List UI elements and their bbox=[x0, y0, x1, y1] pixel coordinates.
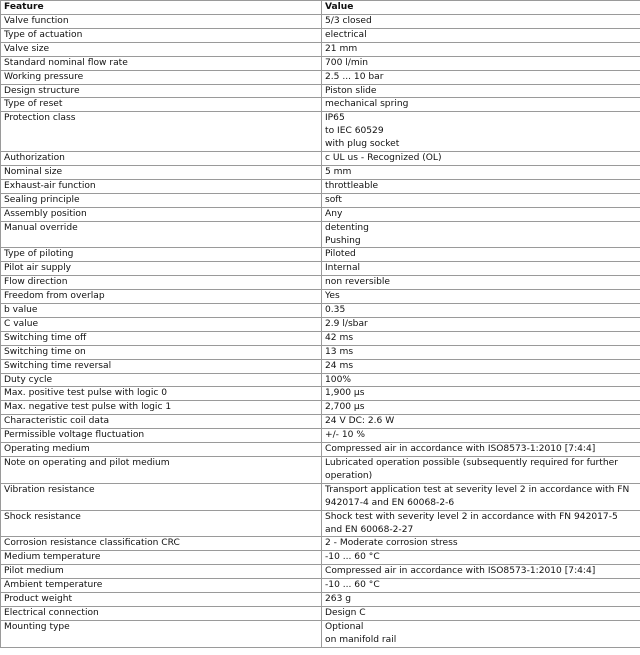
value-line: Lubricated operation possible (subsequently required for further operation) bbox=[325, 458, 618, 481]
table-row bbox=[1, 510, 640, 537]
value-line: non reversible bbox=[325, 277, 390, 288]
value-line: Piloted bbox=[325, 249, 356, 260]
table-row bbox=[1, 290, 640, 304]
value-cell bbox=[322, 84, 640, 98]
table-row bbox=[1, 84, 640, 98]
table-row bbox=[1, 359, 640, 373]
value-line: 2.5 ... 10 bar bbox=[325, 71, 384, 82]
feature-cell: Design structure bbox=[1, 84, 322, 98]
value-line: Yes bbox=[325, 291, 340, 302]
value-line: 263 g bbox=[325, 594, 352, 605]
table-row bbox=[1, 70, 640, 84]
table-row bbox=[1, 345, 640, 359]
value-line: 24 ms bbox=[325, 360, 354, 371]
feature-cell: Authorization bbox=[1, 152, 322, 166]
table-row bbox=[1, 248, 640, 262]
feature-cell: Max. positive test pulse with logic 0 bbox=[1, 387, 322, 401]
value-cell bbox=[322, 579, 640, 593]
value-line: Internal bbox=[325, 263, 361, 274]
value-line: Compressed air in accordance with ISO8573-1:2010 [7:4:4] bbox=[325, 444, 596, 455]
table-row bbox=[1, 415, 640, 429]
value-line: 42 ms bbox=[325, 332, 354, 343]
feature-cell: C value bbox=[1, 317, 322, 331]
value-cell bbox=[322, 483, 640, 510]
table-row bbox=[1, 179, 640, 193]
value-line: electrical bbox=[325, 29, 367, 40]
value-line: 24 V DC: 2.6 W bbox=[325, 416, 395, 427]
value-cell bbox=[322, 510, 640, 537]
table-row bbox=[1, 15, 640, 29]
table-row bbox=[1, 606, 640, 620]
value-cell bbox=[322, 179, 640, 193]
value-line: Optional bbox=[325, 621, 364, 632]
value-line: soft bbox=[325, 194, 342, 205]
feature-cell: Type of actuation bbox=[1, 28, 322, 42]
feature-cell: Note on operating and pilot medium bbox=[1, 457, 322, 484]
feature-cell: Type of reset bbox=[1, 98, 322, 112]
value-line: 5/3 closed bbox=[325, 16, 372, 26]
value-line: Any bbox=[325, 208, 343, 219]
value-cell bbox=[322, 593, 640, 607]
value-cell bbox=[322, 112, 640, 152]
feature-cell: Working pressure bbox=[1, 70, 322, 84]
value-line: 2,700 µs bbox=[325, 402, 365, 413]
value-line: -10 ... 60 °C bbox=[325, 552, 380, 563]
value-cell bbox=[322, 415, 640, 429]
value-cell bbox=[322, 606, 640, 620]
table-row bbox=[1, 56, 640, 70]
feature-cell: Manual override bbox=[1, 221, 322, 248]
value-line: 1,900 µs bbox=[325, 388, 365, 399]
header-row bbox=[1, 1, 640, 15]
value-cell bbox=[322, 70, 640, 84]
table-row bbox=[1, 401, 640, 415]
value-cell bbox=[322, 443, 640, 457]
value-line: detenting bbox=[325, 222, 369, 233]
value-cell bbox=[322, 345, 640, 359]
feature-cell: Valve function bbox=[1, 15, 322, 29]
feature-cell: Corrosion resistance classification CRC bbox=[1, 537, 322, 551]
table-row bbox=[1, 457, 640, 484]
feature-cell: Exhaust-air function bbox=[1, 179, 322, 193]
table-row bbox=[1, 28, 640, 42]
value-line: 5 mm bbox=[325, 166, 352, 177]
value-cell bbox=[322, 359, 640, 373]
table-row bbox=[1, 317, 640, 331]
feature-cell: Switching time off bbox=[1, 331, 322, 345]
value-cell bbox=[322, 276, 640, 290]
value-line: Compressed air in accordance with ISO8573-1:2010 [7:4:4] bbox=[325, 566, 596, 577]
table-row bbox=[1, 276, 640, 290]
value-cell bbox=[322, 387, 640, 401]
value-line: mechanical spring bbox=[325, 99, 409, 110]
value-cell bbox=[322, 28, 640, 42]
feature-cell: Medium temperature bbox=[1, 551, 322, 565]
value-cell bbox=[322, 262, 640, 276]
table-row bbox=[1, 620, 640, 647]
feature-cell: Freedom from overlap bbox=[1, 290, 322, 304]
table-row bbox=[1, 429, 640, 443]
value-cell bbox=[322, 193, 640, 207]
table-row bbox=[1, 221, 640, 248]
feature-cell: Vibration resistance bbox=[1, 483, 322, 510]
value-line: with plug socket bbox=[325, 139, 400, 150]
table-row bbox=[1, 565, 640, 579]
feature-cell: Product weight bbox=[1, 593, 322, 607]
feature-cell: Nominal size bbox=[1, 165, 322, 179]
feature-cell: Shock resistance bbox=[1, 510, 322, 537]
feature-cell: Protection class bbox=[1, 112, 322, 152]
table-row bbox=[1, 443, 640, 457]
value-line: Transport application test at severity level 2 in accordance with FN 942017-4 and EN 60068-2-6 bbox=[325, 484, 630, 508]
feature-cell: Flow direction bbox=[1, 276, 322, 290]
feature-cell: Pilot medium bbox=[1, 565, 322, 579]
feature-cell: Max. negative test pulse with logic 1 bbox=[1, 401, 322, 415]
value-line: Shock test with severity level 2 in accordance with FN 942017-5 and EN 60068-2-27 bbox=[325, 511, 618, 535]
feature-cell: Switching time on bbox=[1, 345, 322, 359]
value-cell bbox=[322, 537, 640, 551]
table-row bbox=[1, 165, 640, 179]
feature-cell: Type of piloting bbox=[1, 248, 322, 262]
value-cell bbox=[322, 152, 640, 166]
value-cell bbox=[322, 331, 640, 345]
table-row bbox=[1, 387, 640, 401]
feature-cell: Characteristic coil data bbox=[1, 415, 322, 429]
value-line: 100% bbox=[325, 374, 351, 385]
feature-cell: Ambient temperature bbox=[1, 579, 322, 593]
value-column-header: Value bbox=[322, 1, 640, 15]
value-line: IP65 bbox=[325, 113, 345, 124]
value-cell bbox=[322, 290, 640, 304]
value-cell bbox=[322, 565, 640, 579]
value-line: to IEC 60529 bbox=[325, 126, 384, 137]
value-cell bbox=[322, 56, 640, 70]
feature-cell: Mounting type bbox=[1, 620, 322, 647]
value-line: c UL us - Recognized (OL) bbox=[325, 153, 442, 164]
value-cell bbox=[322, 457, 640, 484]
value-line: Piston slide bbox=[325, 85, 377, 96]
table-row bbox=[1, 112, 640, 152]
value-line: 0.35 bbox=[325, 305, 346, 316]
value-line: 700 l/min bbox=[325, 57, 368, 68]
feature-column-header: Feature bbox=[1, 1, 322, 15]
value-line: Pushing bbox=[325, 235, 361, 246]
value-line: +/- 10 % bbox=[325, 430, 365, 441]
value-cell bbox=[322, 373, 640, 387]
feature-cell: Sealing principle bbox=[1, 193, 322, 207]
feature-cell: Assembly position bbox=[1, 207, 322, 221]
feature-cell: Permissible voltage fluctuation bbox=[1, 429, 322, 443]
value-line: 2 - Moderate corrosion stress bbox=[325, 538, 458, 549]
table-row bbox=[1, 579, 640, 593]
feature-cell: Electrical connection bbox=[1, 606, 322, 620]
feature-cell: Valve size bbox=[1, 42, 322, 56]
value-line: Design C bbox=[325, 607, 366, 618]
value-line: -10 ... 60 °C bbox=[325, 580, 380, 591]
table-row bbox=[1, 152, 640, 166]
table-row bbox=[1, 207, 640, 221]
value-cell bbox=[322, 304, 640, 318]
table-row bbox=[1, 304, 640, 318]
value-line: on manifold rail bbox=[325, 634, 397, 645]
table-row bbox=[1, 537, 640, 551]
value-cell bbox=[322, 620, 640, 647]
table-row bbox=[1, 42, 640, 56]
value-cell bbox=[322, 165, 640, 179]
table-row bbox=[1, 551, 640, 565]
value-line: 21 mm bbox=[325, 43, 358, 54]
table-row bbox=[1, 262, 640, 276]
value-line: 2.9 l/sbar bbox=[325, 318, 368, 329]
value-cell bbox=[322, 551, 640, 565]
spec-table-body bbox=[1, 15, 640, 648]
table-row bbox=[1, 483, 640, 510]
table-row bbox=[1, 193, 640, 207]
feature-cell: Standard nominal flow rate bbox=[1, 56, 322, 70]
value-cell bbox=[322, 221, 640, 248]
feature-cell: Duty cycle bbox=[1, 373, 322, 387]
value-cell bbox=[322, 248, 640, 262]
feature-cell: b value bbox=[1, 304, 322, 318]
value-cell bbox=[322, 401, 640, 415]
value-cell bbox=[322, 207, 640, 221]
table-row bbox=[1, 98, 640, 112]
feature-cell: Pilot air supply bbox=[1, 262, 322, 276]
value-cell bbox=[322, 42, 640, 56]
table-row bbox=[1, 593, 640, 607]
table-row bbox=[1, 373, 640, 387]
value-line: 13 ms bbox=[325, 346, 354, 357]
table-row bbox=[1, 331, 640, 345]
value-cell bbox=[322, 98, 640, 112]
feature-cell: Switching time reversal bbox=[1, 359, 322, 373]
value-cell bbox=[322, 317, 640, 331]
value-cell bbox=[322, 15, 640, 29]
feature-cell: Operating medium bbox=[1, 443, 322, 457]
value-cell bbox=[322, 429, 640, 443]
value-line: throttleable bbox=[325, 180, 379, 191]
